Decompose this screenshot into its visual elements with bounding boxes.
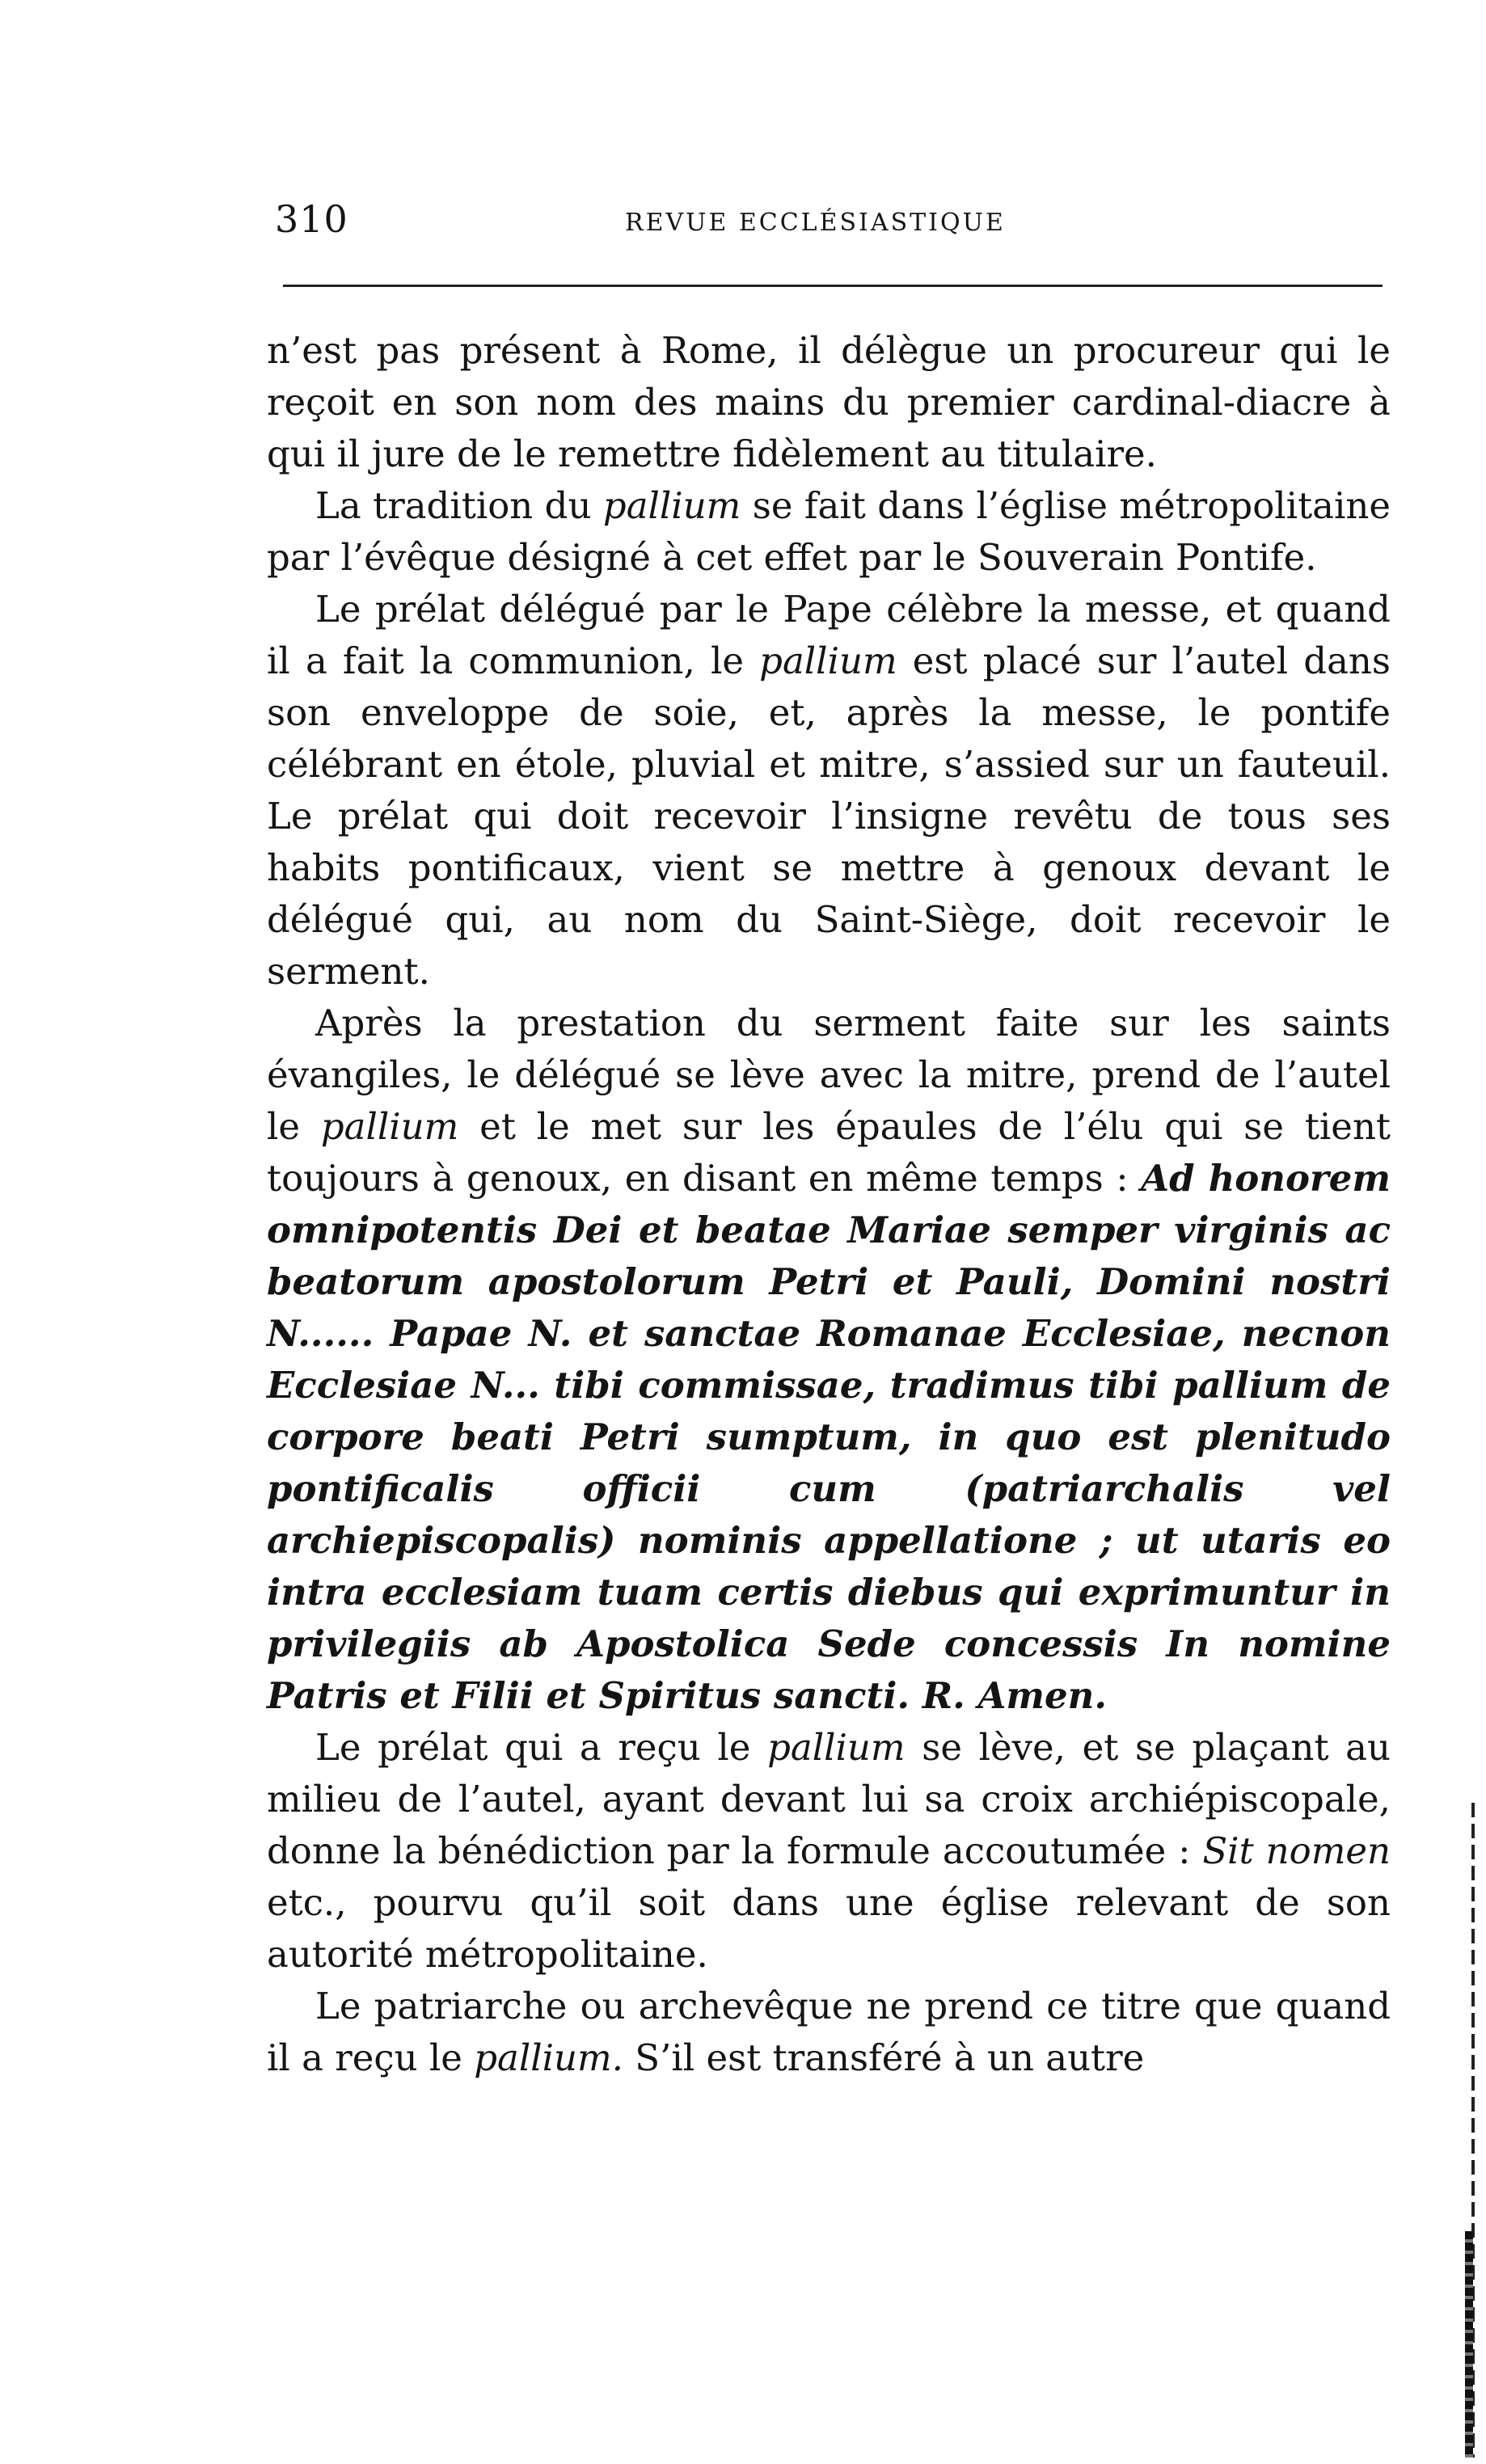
paragraph-1 xyxy=(267,325,1391,480)
paragraph-1-text: n’est pas présent à Rome, il délègue un procureur qui le reçoit en son nom des mains du premier cardinal-diacre à qui il jure de le remettre fidèlement au titulaire. xyxy=(267,329,1391,475)
latin-formula: Ad honorem omnipotentis Dei et beatae Mariae semper virginis ac beatorum apostolorum Petri et Pauli, Domini nostri N...... Papae N. et sanctae Romanae Ecclesiae, necnon Ecclesiae N... tibi commissae, tradimus tibi pallium de corpore beati Petri sumptum, in quo est plenitudo pontificalis officii cum (patriarchalis vel archiepiscopalis) nominis appellatione ; ut utaris eo intra ecclesiam tuam certis diebus qui exprimuntur in privilegiis ab Apostolica Sede concessis In nomine Patris et Filii et Spiritus sancti. R. Amen. xyxy=(267,1157,1391,1717)
text-run: se lève, et se plaçant au milieu de l’autel, ayant devant lui sa croix archiépiscopale, donne la bénédiction par la formule accoutumée : xyxy=(267,1726,1391,1872)
italic-term: pallium. xyxy=(474,2036,623,2079)
text-run: se fait dans l’église métropolitaine par l’évêque désigné à cet effet par le Souverain Pontife. xyxy=(267,484,1391,579)
scan-edge-artifact xyxy=(1465,2231,1473,2458)
text-run: etc., pourvu qu’il soit dans une église relevant de son autorité métropolitaine. xyxy=(267,1881,1391,1976)
paragraph-2 xyxy=(267,480,1391,584)
text-run: Le prélat qui a reçu le xyxy=(315,1726,768,1769)
text-run: Le patriarche ou archevêque ne prend ce titre que quand il a reçu le xyxy=(267,1985,1391,2079)
text-run: S’il est transféré à un autre xyxy=(623,2036,1145,2079)
body-text xyxy=(267,325,1391,2084)
text-run: et le met sur les épaules de l’élu qui se tient toujours à genoux, en disant en même temps : xyxy=(267,1105,1391,1200)
text-run: Après la prestation du serment faite sur les saints évangiles, le délégué se lève avec la mitre, prend de l’autel le xyxy=(267,1002,1391,1148)
italic-term: pallium xyxy=(767,1726,906,1769)
text-run: Le prélat délégué par le Pape célèbre la messe, et quand il a fait la communion, le xyxy=(267,588,1391,682)
header-rule xyxy=(283,285,1383,287)
paragraph-6 xyxy=(267,1981,1391,2084)
paragraph-4 xyxy=(267,998,1391,1722)
page-header xyxy=(275,197,1383,254)
italic-term: pallium xyxy=(759,639,897,682)
paragraph-3 xyxy=(267,584,1391,998)
italic-term: Sit nomen xyxy=(1202,1829,1391,1872)
paragraph-5 xyxy=(267,1722,1391,1981)
italic-term: pallium xyxy=(602,484,741,527)
running-title: REVUE ECCLÉSIASTIQUE xyxy=(625,209,1006,237)
text-run: La tradition du xyxy=(315,484,603,527)
italic-term: pallium xyxy=(320,1105,459,1148)
text-run: est placé sur l’autel dans son enveloppe de soie, et, après la messe, le pontife célébrant en étole, pluvial et mitre, s’assied sur un fauteuil. Le prélat qui doit recevoir l’insigne revêtu de tous ses habits pontificaux, vient se mettre à genoux devant le délégué qui, au nom du Saint-Siège, doit recevoir le serment. xyxy=(267,639,1391,993)
page-number: 310 xyxy=(275,197,348,241)
